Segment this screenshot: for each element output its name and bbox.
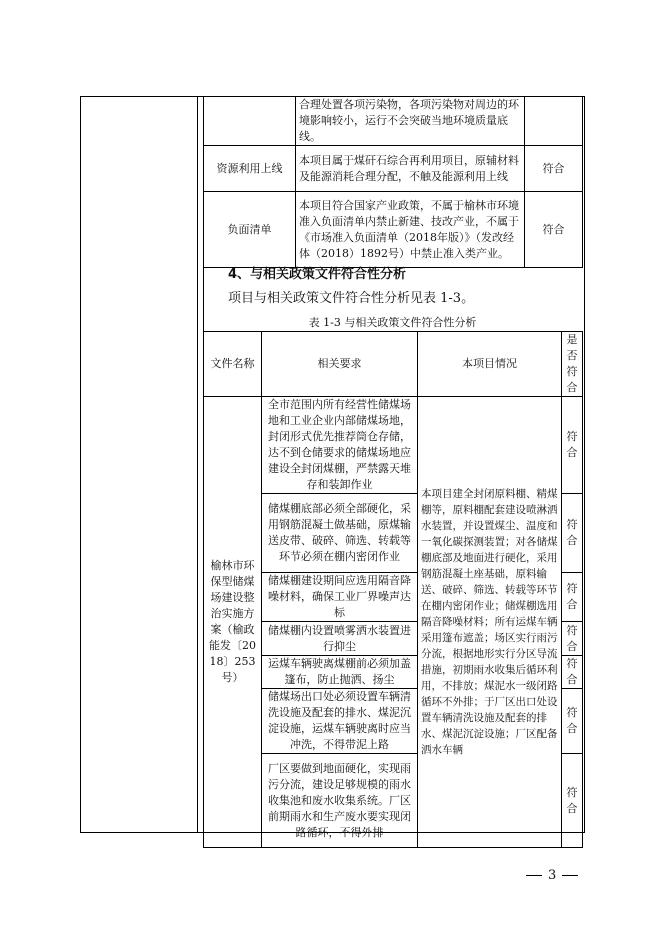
row-name: 资源利用上线 [204,146,296,192]
result-cell: 符合 [562,754,583,848]
row-result: 符合 [525,146,583,192]
page-footer [520,868,584,883]
result-cell: 符合 [562,622,583,656]
requirement-cell: 储煤棚建设期间应选用隔音降噪材料，确保工业厂界噪声达标 [262,573,418,622]
row-text: 本项目属于煤矸石综合再利用项目，原辅材料及能源消耗合理分配，不触及能源利用上线 [296,146,525,192]
row-name: 负面清单 [204,192,296,268]
header-requirement: 相关要求 [262,332,418,397]
policy-compliance-table [203,331,583,848]
table-row [204,397,583,494]
section-heading: 4、与相关政策文件符合性分析 [228,267,407,282]
header-compliant: 是否符合 [562,332,583,397]
row-text: 本项目符合国家产业政策，不属于榆林市环境准入负面清单内禁止新建、技改产业，不属于《市场准入负面清单（2018年版）》（发改经体（2018）1892号）中禁止准入类产业。 [296,192,525,268]
requirement-cell: 厂区要做到地面硬化，实现雨污分流，建设足够规模的雨水收集池和废水收集系统。厂区前期雨水和生产废水要实现闭路循环，不得外排 [262,754,418,848]
requirement-cell: 运煤车辆驶离煤棚前必须加盖篷布，防止抛洒、扬尘 [262,656,418,689]
header-situation: 本项目情况 [418,332,562,397]
table-row [204,97,583,146]
row-text: 合理处置各项污染物，各项污染物对周边的环境影响较小，运行不会突破当地环境质量底线。 [296,97,525,146]
requirement-cell: 储煤棚内设置喷雾洒水装置进行抑尘 [262,622,418,656]
table-row [204,146,583,192]
requirement-cell: 储煤场出口处必须设置车辆清洗设施及配套的排水、煤泥沉淀设施，运煤车辆驶离时应当冲洗，不得带泥上路 [262,689,418,754]
row-result [525,97,583,146]
result-cell: 符合 [562,656,583,689]
header-file-name: 文件名称 [204,332,262,397]
policy-file-name: 榆林市环保型储煤场建设整治实施方案（榆政能发〔2018〕253号） [204,397,262,848]
row-result: 符合 [525,192,583,268]
section-paragraph: 项目与相关政策文件符合性分析见表 1-3。 [228,291,475,306]
row-name [204,97,296,146]
page-number: 3 [548,868,557,883]
table-caption: 表 1-3 与相关政策文件符合性分析 [308,316,477,329]
requirement-cell: 全市范围内所有经营性储煤场地和工业企业内部储煤场地，封闭形式优先推荐筒仓存储，达不到仓储要求的储煤场地应建设全封闭煤棚，严禁露天堆存和装卸作业 [262,397,418,494]
ecological-redline-table [203,96,583,268]
table-header-row [204,332,583,397]
result-cell: 符合 [562,573,583,622]
footer-dash-right [562,875,578,876]
result-cell: 符合 [562,689,583,754]
project-situation: 本项目建全封闭原料棚、精煤棚等，原料棚配套建设喷淋洒水装置，并设置煤尘、温度和一氧化碳探测装置；对各储煤棚底部及地面进行硬化，采用钢筋混凝土座基础，原料输送、破碎、筛选、转载等环节在棚内密闭作业；储煤棚选用隔音降噪材料；所有运煤车辆采用篷布遮盖；场区实行雨污分流，根据地形实行分区导流措施，初期雨水收集后循环利用，不排放；煤泥水一级闭路循环不外排；于厂区出口处设置车辆清洗设施及配套的排水、煤泥沉淀设施；厂区配备洒水车辆 [418,397,562,848]
requirement-cell: 储煤棚底部必须全部硬化，采用钢筋混凝土做基础，原煤输送皮带、破碎、筛选、转载等环节必须在棚内密闭作业 [262,494,418,573]
frame-divider-left [197,96,198,833]
table-row [204,192,583,268]
result-cell: 符合 [562,397,583,494]
result-cell: 符合 [562,494,583,573]
footer-dash-left [526,875,542,876]
